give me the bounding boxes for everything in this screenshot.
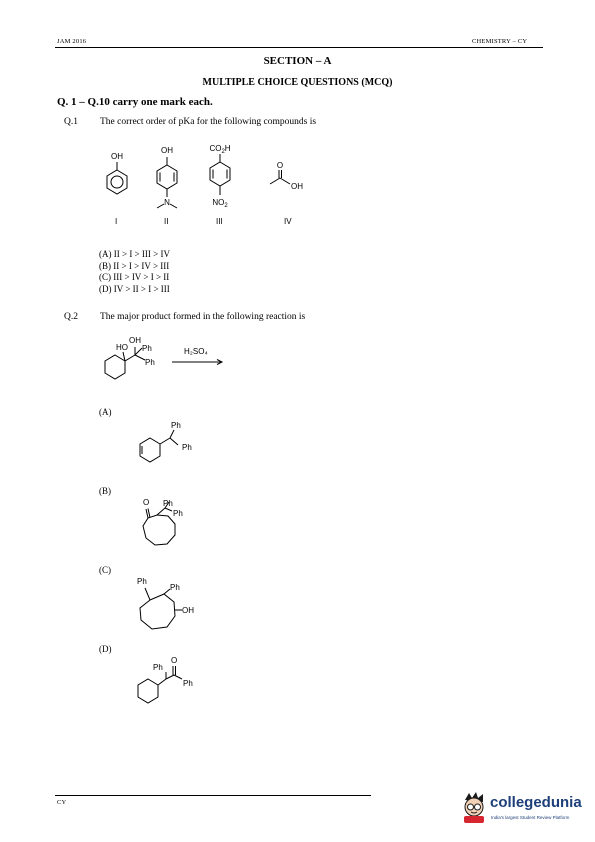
collegedunia-logo[interactable] (459, 788, 587, 826)
q2-option-a-structure[interactable] (130, 418, 210, 468)
q2-reaction-scheme (98, 332, 238, 384)
svg-text:Ph: Ph (153, 663, 163, 672)
q1-option-c[interactable]: (C) III > IV > I > II (99, 272, 170, 282)
svg-text:O: O (143, 498, 150, 507)
svg-text:Ph: Ph (171, 421, 181, 430)
footer-left: CY (57, 799, 67, 806)
svg-text:OH: OH (182, 606, 194, 615)
svg-text:Ph: Ph (170, 583, 180, 592)
svg-text:Ph: Ph (137, 577, 147, 586)
q2-number: Q.2 (64, 312, 78, 322)
compound-III-structure (210, 154, 230, 195)
subsection-title: MULTIPLE CHOICE QUESTIONS (MCQ) (202, 77, 393, 88)
q2-option-d-structure[interactable] (130, 653, 220, 708)
compound-I-structure (107, 162, 127, 194)
q1-structures (90, 138, 330, 233)
q2-option-d-label[interactable]: (D) (99, 644, 112, 654)
q1-option-b[interactable]: (B) II > I > IV > III (99, 260, 170, 271)
q1-option-a[interactable]: (A) II > I > III > IV (99, 249, 170, 259)
svg-text:NO2: $NO_2$ (212, 198, 228, 209)
svg-text:OH: OH (129, 336, 141, 345)
brand-name: collegedunia (490, 794, 582, 811)
brand-tagline: India's largest Student Review Platform (491, 815, 570, 820)
q2-option-b-label[interactable]: (B) (99, 486, 111, 496)
section-title: SECTION – A (263, 55, 332, 67)
header-rule (55, 47, 543, 48)
q1-label-II: II (164, 217, 169, 226)
q1-label-III: III (216, 217, 223, 226)
svg-text:Ph: Ph (173, 509, 183, 518)
q2-option-b-structure[interactable] (135, 495, 215, 555)
q1-number: Q.1 (64, 117, 78, 127)
header-right: CHEMISTRY – CY (472, 38, 528, 45)
svg-text:O: O (171, 656, 178, 665)
svg-text:Ph: Ph (142, 344, 152, 353)
svg-text:Ph: Ph (183, 679, 193, 688)
footer-rule (55, 795, 371, 796)
svg-text:O: O (276, 161, 284, 170)
svg-text:OH: OH (111, 152, 123, 161)
q2-option-c-structure[interactable] (130, 574, 210, 636)
q1-label-I: I (115, 217, 118, 226)
header-left: JAM 2016 (57, 38, 87, 45)
q2-text: The major product formed in the following reaction is (100, 312, 306, 322)
svg-text:HO: HO (116, 343, 128, 352)
svg-text:Ph: Ph (163, 499, 173, 508)
svg-text:CO2H: $CO_2H$ (209, 144, 231, 155)
q1-option-d[interactable]: (D) IV > II > I > III (99, 283, 170, 294)
svg-text:N: N (164, 198, 170, 207)
q1-text: The correct order of pKa for the following compounds is (100, 117, 317, 127)
svg-text:OH: OH (161, 146, 173, 155)
q1-label-IV: IV (284, 217, 292, 226)
q2-option-a-label[interactable]: (A) (99, 407, 112, 417)
reagent-label: H₂SO₄ (184, 347, 208, 356)
mascot-icon (459, 790, 491, 824)
svg-text:OH: OH (291, 182, 303, 191)
compound-IV-structure (270, 170, 290, 184)
marks-note: Q. 1 – Q.10 carry one mark each. (57, 96, 213, 108)
q2-option-c-label[interactable]: (C) (99, 565, 111, 575)
svg-text:Ph: Ph (145, 358, 155, 367)
svg-text:Ph: Ph (182, 443, 192, 452)
